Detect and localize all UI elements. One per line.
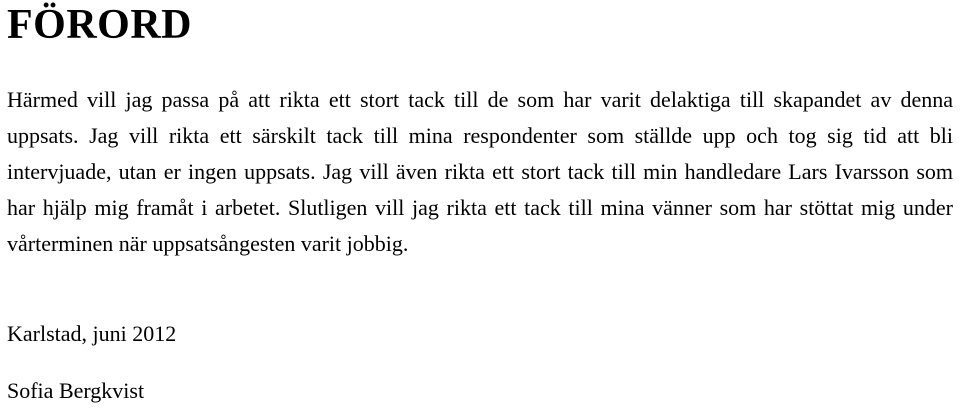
place-date: Karlstad, juni 2012 <box>7 321 177 346</box>
author-signature: Sofia Bergkvist <box>7 378 145 403</box>
page-heading: FÖRORD <box>7 2 192 48</box>
body-paragraph: Härmed vill jag passa på att rikta ett stort tack till de som har varit delaktiga till skapandet av denna uppsats. Jag vill rikta ett särskilt tack till mina respondenter som ställde upp och tog sig tid att bli intervjuade, utan er ingen uppsats. Jag vill även rikta ett stort tack till min handledare Lars Ivarsson som har hjälp mig framåt i arbetet. Slutligen vill jag rikta ett tack till mina vänner som har stöttat mig under vårterminen när uppsatsångesten varit jobbig. <box>7 87 953 256</box>
